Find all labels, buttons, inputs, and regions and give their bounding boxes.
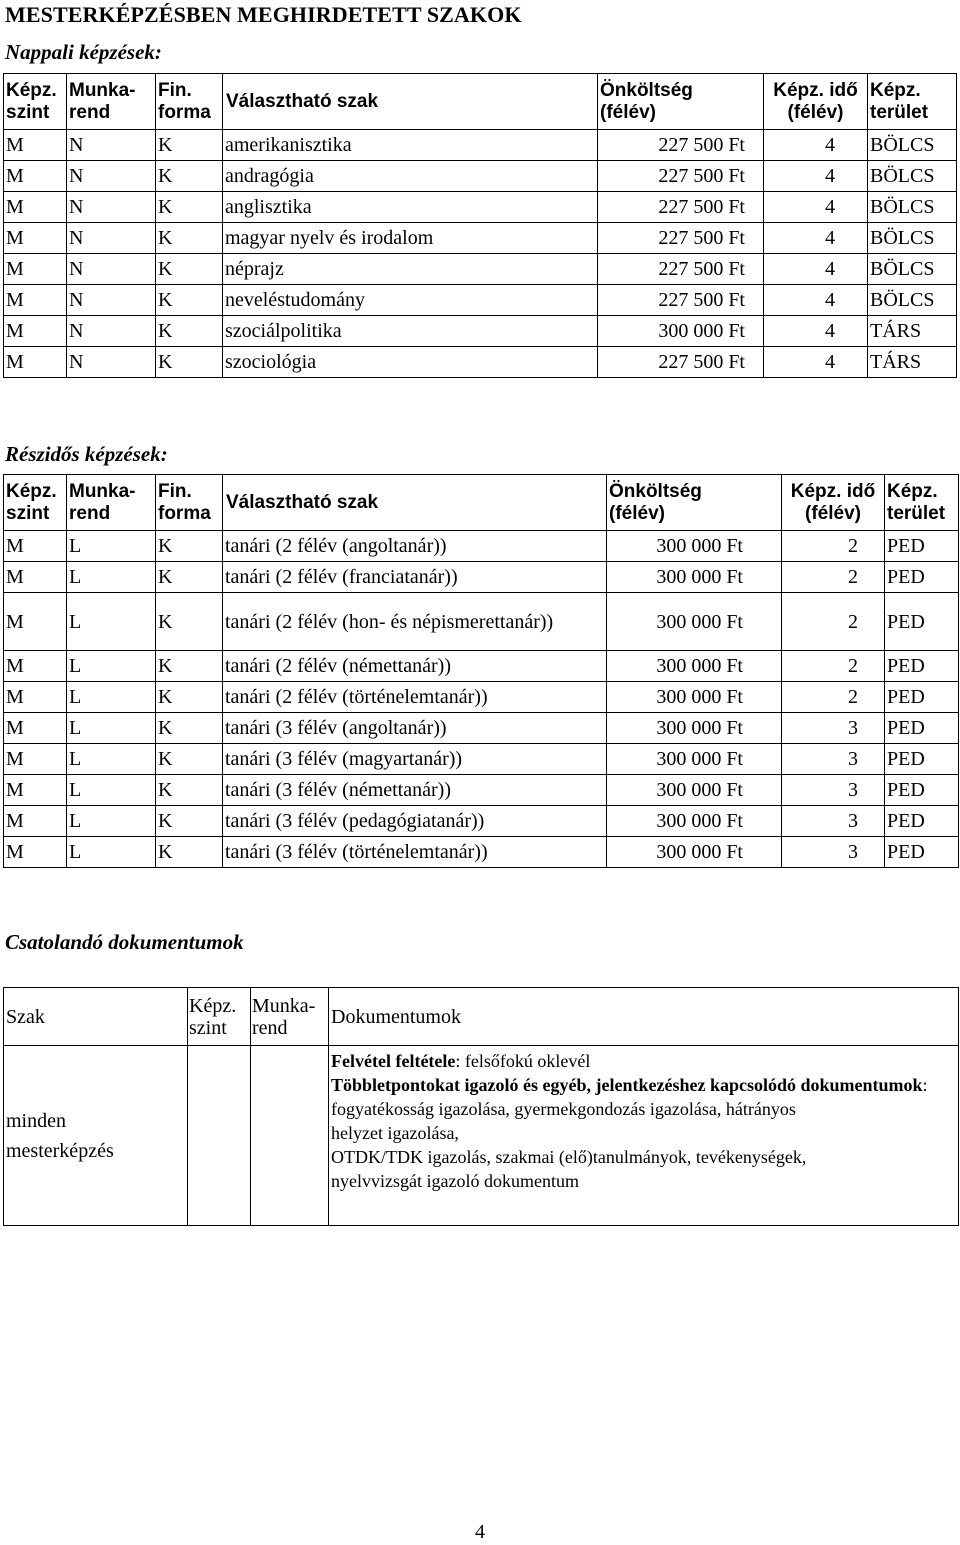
szint-cell: M: [4, 254, 67, 285]
header-onkoltseg: Önköltség (félév): [607, 475, 782, 531]
szak-cell: tanári (2 félév (némettanár)): [223, 651, 607, 682]
header-kepz-szint: Képz. szint: [4, 475, 67, 531]
table-row: [4, 161, 957, 192]
kepz-terulet-cell: PED: [885, 713, 959, 744]
szak-cell: tanári (2 félév (történelemtanár)): [223, 682, 607, 713]
table-row: [4, 744, 959, 775]
onkoltseg-cell: 300 000 Ft: [607, 744, 782, 775]
szint-cell: M: [4, 744, 67, 775]
table-row: [4, 254, 957, 285]
header-szak: Választható szak: [223, 74, 598, 130]
onkoltseg-cell: 227 500 Ft: [598, 254, 764, 285]
szint-cell: M: [4, 130, 67, 161]
szint-cell: M: [4, 192, 67, 223]
onkoltseg-cell: 300 000 Ft: [598, 316, 764, 347]
kepz-ido-cell: 2: [782, 682, 885, 713]
szak-cell: amerikanisztika: [223, 130, 598, 161]
documents-table: [3, 987, 959, 1226]
szak-cell: anglisztika: [223, 192, 598, 223]
rend-cell: N: [67, 130, 156, 161]
rend-cell: N: [67, 192, 156, 223]
table-row: [4, 682, 959, 713]
onkoltseg-cell: 300 000 Ft: [607, 593, 782, 651]
table-row: [4, 316, 957, 347]
onkoltseg-cell: 227 500 Ft: [598, 285, 764, 316]
kepz-ido-cell: 2: [782, 562, 885, 593]
kepz-terulet-cell: BÖLCS: [868, 285, 957, 316]
kepz-terulet-cell: PED: [885, 775, 959, 806]
rend-cell: N: [67, 316, 156, 347]
kepz-ido-cell: 3: [782, 775, 885, 806]
forma-cell: K: [156, 130, 223, 161]
kepz-ido-cell: 4: [764, 316, 868, 347]
kepz-terulet-cell: PED: [885, 651, 959, 682]
szak-cell: neveléstudomány: [223, 285, 598, 316]
rend-cell: N: [67, 285, 156, 316]
kepz-ido-cell: 4: [764, 192, 868, 223]
onkoltseg-cell: 300 000 Ft: [607, 806, 782, 837]
szak-cell: tanári (3 félév (angoltanár)): [223, 713, 607, 744]
table-row: [4, 562, 959, 593]
szint-cell: M: [4, 285, 67, 316]
header-kepz-szint: Képz. szint: [188, 988, 251, 1046]
szint-cell: M: [4, 806, 67, 837]
doc-line: nyelvvizsgát igazoló dokumentum: [331, 1171, 579, 1191]
onkoltseg-cell: 227 500 Ft: [598, 347, 764, 378]
forma-cell: K: [156, 347, 223, 378]
document-title: MESTERKÉPZÉSBEN MEGHIRDETETT SZAKOK: [5, 2, 522, 27]
kepz-ido-cell: 4: [764, 130, 868, 161]
forma-cell: K: [156, 682, 223, 713]
rend-cell: N: [67, 254, 156, 285]
forma-cell: K: [156, 562, 223, 593]
header-munkarend: Munka- rend: [251, 988, 329, 1046]
forma-cell: K: [156, 651, 223, 682]
header-onkoltseg: Önköltség (félév): [598, 74, 764, 130]
kepz-ido-cell: 3: [782, 806, 885, 837]
forma-cell: K: [156, 285, 223, 316]
header-kepz-szint: Képz. szint: [4, 74, 67, 130]
kepz-ido-cell: 2: [782, 531, 885, 562]
kepz-terulet-cell: PED: [885, 806, 959, 837]
tobblet-line: Többletpontokat igazoló és egyéb, jelentkezéshez kapcsolódó dokumentumok:: [331, 1075, 928, 1095]
szak-cell: szociálpolitika: [223, 316, 598, 347]
onkoltseg-cell: 300 000 Ft: [607, 837, 782, 868]
onkoltseg-cell: 227 500 Ft: [598, 192, 764, 223]
szak-cell: tanári (2 félév (angoltanár)): [223, 531, 607, 562]
csatolando-heading: Csatolandó dokumentumok: [5, 930, 244, 954]
table-row: [4, 651, 959, 682]
page-number: 4: [475, 1521, 485, 1543]
rend-cell: L: [67, 806, 156, 837]
kepz-ido-cell: 4: [764, 223, 868, 254]
header-kepz-ido: Képz. idő (félév): [782, 475, 885, 531]
szak-cell: minden mesterképzés: [4, 1046, 188, 1226]
rend-cell: L: [67, 713, 156, 744]
rend-cell: L: [67, 744, 156, 775]
table-row: [4, 347, 957, 378]
header-kepz-terulet: Képz. terület: [885, 475, 959, 531]
header-kepz-terulet: Képz. terület: [868, 74, 957, 130]
reszidos-table: [3, 474, 959, 868]
kepz-terulet-cell: TÁRS: [868, 347, 957, 378]
felvetel-line: Felvétel feltétele: felsőfokú oklevél: [331, 1051, 591, 1071]
kepz-ido-cell: 3: [782, 837, 885, 868]
forma-cell: K: [156, 531, 223, 562]
kepz-terulet-cell: BÖLCS: [868, 161, 957, 192]
rend-cell: [251, 1046, 329, 1226]
forma-cell: K: [156, 192, 223, 223]
forma-cell: K: [156, 837, 223, 868]
rend-cell: L: [67, 562, 156, 593]
kepz-ido-cell: 4: [764, 285, 868, 316]
table-row: [4, 192, 957, 223]
header-munkarend: Munka- rend: [67, 475, 156, 531]
forma-cell: K: [156, 806, 223, 837]
onkoltseg-cell: 227 500 Ft: [598, 161, 764, 192]
kepz-terulet-cell: BÖLCS: [868, 192, 957, 223]
szint-cell: M: [4, 223, 67, 254]
header-munkarend: Munka- rend: [67, 74, 156, 130]
rend-cell: L: [67, 837, 156, 868]
szint-cell: M: [4, 837, 67, 868]
header-szak: Választható szak: [223, 475, 607, 531]
szint-cell: M: [4, 713, 67, 744]
rend-cell: N: [67, 161, 156, 192]
rend-cell: N: [67, 223, 156, 254]
szak-cell: tanári (3 félév (némettanár)): [223, 775, 607, 806]
doc-line: OTDK/TDK igazolás, szakmai (elő)tanulmányok, tevékenységek,: [331, 1147, 807, 1167]
doc-line: helyzet igazolása,: [331, 1123, 459, 1143]
forma-cell: K: [156, 254, 223, 285]
nappali-heading: Nappali képzések:: [5, 40, 162, 64]
table-row: [4, 593, 959, 651]
onkoltseg-cell: 300 000 Ft: [607, 775, 782, 806]
kepz-ido-cell: 3: [782, 744, 885, 775]
kepz-terulet-cell: PED: [885, 744, 959, 775]
doc-line: fogyatékosság igazolása, gyermekgondozás igazolása, hátrányos: [331, 1099, 796, 1119]
szint-cell: M: [4, 651, 67, 682]
kepz-terulet-cell: PED: [885, 531, 959, 562]
forma-cell: K: [156, 593, 223, 651]
szint-cell: M: [4, 775, 67, 806]
szint-cell: M: [4, 593, 67, 651]
szint-cell: [188, 1046, 251, 1226]
forma-cell: K: [156, 713, 223, 744]
rend-cell: L: [67, 531, 156, 562]
table-row: [4, 713, 959, 744]
rend-cell: L: [67, 593, 156, 651]
szak-cell: néprajz: [223, 254, 598, 285]
nappali-table: [3, 73, 957, 378]
szak-cell: tanári (2 félév (hon- és népismerettanár)): [223, 593, 607, 651]
forma-cell: K: [156, 161, 223, 192]
kepz-ido-cell: 3: [782, 713, 885, 744]
szint-cell: M: [4, 531, 67, 562]
szint-cell: M: [4, 316, 67, 347]
kepz-terulet-cell: BÖLCS: [868, 254, 957, 285]
szint-cell: M: [4, 161, 67, 192]
kepz-ido-cell: 4: [764, 161, 868, 192]
header-kepz-ido: Képz. idő (félév): [764, 74, 868, 130]
szint-cell: M: [4, 562, 67, 593]
kepz-terulet-cell: PED: [885, 593, 959, 651]
table-row: [4, 223, 957, 254]
documents-cell: [329, 1046, 959, 1226]
header-dokumentumok: Dokumentumok: [329, 988, 959, 1046]
forma-cell: K: [156, 223, 223, 254]
kepz-terulet-cell: PED: [885, 562, 959, 593]
table-row: [4, 775, 959, 806]
table-row: [4, 130, 957, 161]
onkoltseg-cell: 300 000 Ft: [607, 682, 782, 713]
header-szak: Szak: [4, 988, 188, 1046]
table-row: [4, 285, 957, 316]
table-row: [4, 837, 959, 868]
kepz-terulet-cell: PED: [885, 682, 959, 713]
rend-cell: N: [67, 347, 156, 378]
header-fin-forma: Fin. forma: [156, 74, 223, 130]
onkoltseg-cell: 300 000 Ft: [607, 713, 782, 744]
szak-cell: szociológia: [223, 347, 598, 378]
rend-cell: L: [67, 651, 156, 682]
table-row: [4, 531, 959, 562]
szak-cell: magyar nyelv és irodalom: [223, 223, 598, 254]
kepz-terulet-cell: BÖLCS: [868, 223, 957, 254]
onkoltseg-cell: 300 000 Ft: [607, 531, 782, 562]
header-fin-forma: Fin. forma: [156, 475, 223, 531]
onkoltseg-cell: 300 000 Ft: [607, 562, 782, 593]
kepz-ido-cell: 2: [782, 651, 885, 682]
szint-cell: M: [4, 682, 67, 713]
szak-cell: andragógia: [223, 161, 598, 192]
rend-cell: L: [67, 775, 156, 806]
onkoltseg-cell: 227 500 Ft: [598, 130, 764, 161]
reszidos-heading: Részidős képzések:: [5, 442, 168, 466]
onkoltseg-cell: 300 000 Ft: [607, 651, 782, 682]
szak-cell: tanári (2 félév (franciatanár)): [223, 562, 607, 593]
table-row: [4, 806, 959, 837]
kepz-ido-cell: 2: [782, 593, 885, 651]
forma-cell: K: [156, 316, 223, 347]
kepz-ido-cell: 4: [764, 254, 868, 285]
kepz-terulet-cell: TÁRS: [868, 316, 957, 347]
kepz-ido-cell: 4: [764, 347, 868, 378]
forma-cell: K: [156, 775, 223, 806]
forma-cell: K: [156, 744, 223, 775]
onkoltseg-cell: 227 500 Ft: [598, 223, 764, 254]
szak-cell: tanári (3 félév (történelemtanár)): [223, 837, 607, 868]
rend-cell: L: [67, 682, 156, 713]
szak-cell: tanári (3 félév (pedagógiatanár)): [223, 806, 607, 837]
kepz-terulet-cell: BÖLCS: [868, 130, 957, 161]
kepz-terulet-cell: PED: [885, 837, 959, 868]
szak-cell: tanári (3 félév (magyartanár)): [223, 744, 607, 775]
szint-cell: M: [4, 347, 67, 378]
